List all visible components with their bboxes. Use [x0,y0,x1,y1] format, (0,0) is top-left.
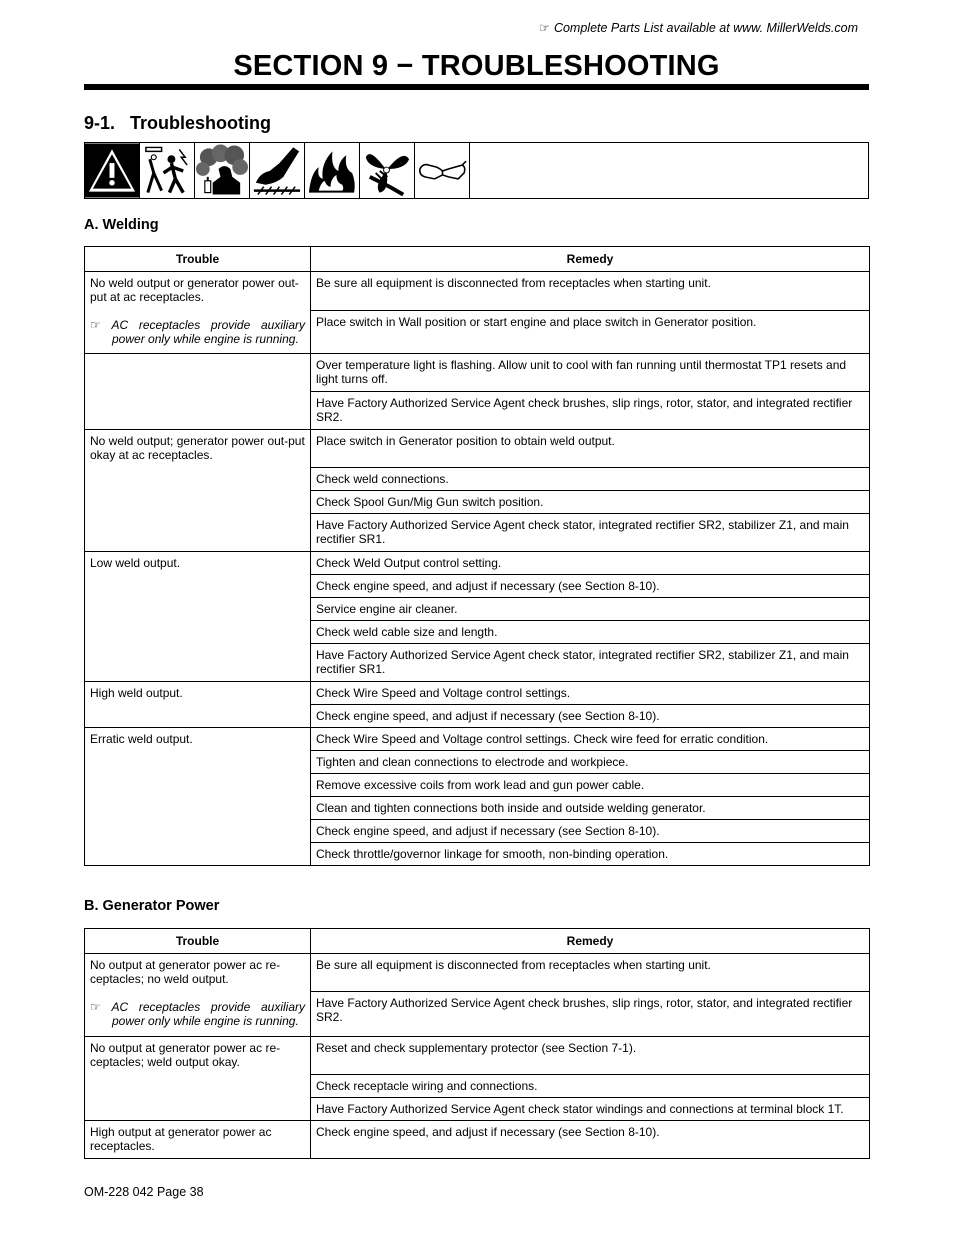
trouble-text: No output at generator power ac re-ceptacles; no weld output. [90,958,281,986]
note-text: AC receptacles provide auxiliary power only while engine is running. [111,318,305,346]
remedy-cell: Check engine speed, and adjust if necessary (see Section 8-10). [311,820,870,843]
remedy-cell: Remove excessive coils from work lead and gun power cable. [311,774,870,797]
electric-shock-icon [140,143,195,198]
remedy-cell: Check Wire Speed and Voltage control settings. [311,682,870,705]
welding-troubleshooting-table [84,246,870,866]
trouble-cell [85,954,311,1037]
eye-protection-icon [415,143,470,198]
trouble-cell [85,354,311,430]
generator-power-troubleshooting-table [84,928,870,1159]
trouble-cell: High output at generator power ac receptacles. [85,1121,311,1159]
table-row [85,272,870,311]
table-row [85,430,870,468]
table-row [85,954,870,992]
trouble-column-header: Trouble [85,929,311,954]
remedy-cell: Check weld cable size and length. [311,621,870,644]
subsection-number: 9-1. [84,113,116,133]
remedy-cell: Check Wire Speed and Voltage control settings. Check wire feed for erratic condition. [311,728,870,751]
remedy-cell: Have Factory Authorized Service Agent check stator windings and connections at terminal block 1T. [311,1098,870,1121]
subsection-name: Troubleshooting [130,113,272,133]
remedy-cell: Service engine air cleaner. [311,598,870,621]
safety-icon-strip [85,143,470,198]
section-title: SECTION 9 − TROUBLESHOOTING [233,50,720,82]
table-row [85,1037,870,1075]
trouble-cell: High weld output. [85,682,311,728]
moving-parts-fan-icon [360,143,415,198]
trouble-cell [85,272,311,354]
remedy-cell: Check weld connections. [311,468,870,491]
table-header-row [85,247,870,272]
remedy-cell: Have Factory Authorized Service Agent check brushes, slip rings, rotor, stator, and integrated rectifier SR2. [311,392,870,430]
remedy-column-header: Remedy [311,929,870,954]
warning-icon [85,143,140,198]
subsection-title [84,113,271,134]
section-rule [84,84,869,90]
generator-power-heading: B. Generator Power [84,898,220,914]
receptacle-note [90,1000,305,1028]
trouble-cell: Erratic weld output. [85,728,311,866]
remedy-cell: Have Factory Authorized Service Agent check brushes, slip rings, rotor, stator, and integrated rectifier SR2. [311,992,870,1037]
parts-list-text: Complete Parts List available at www. MillerWelds.com [553,21,858,35]
remedy-cell: Over temperature light is flashing. Allow unit to cool with fan running until thermostat TP1 resets and light turns off. [311,354,870,392]
remedy-cell: Check Spool Gun/Mig Gun switch position. [311,491,870,514]
trouble-text: No weld output or generator power out-put at ac receptacles. [90,276,299,304]
pointing-hand-icon: ☞ [90,1000,112,1014]
trouble-column-header: Trouble [85,247,311,272]
pointing-hand-icon: ☞ [538,21,550,35]
fumes-gases-icon [195,143,250,198]
remedy-cell: Be sure all equipment is disconnected from receptacles when starting unit. [311,272,870,311]
table-row [85,354,870,392]
receptacle-note [90,318,305,346]
table-header-row [85,929,870,954]
pointing-hand-icon: ☞ [90,318,112,332]
remedy-cell: Be sure all equipment is disconnected from receptacles when starting unit. [311,954,870,992]
remedy-cell: Check engine speed, and adjust if necessary (see Section 8-10). [311,575,870,598]
remedy-cell: Check engine speed, and adjust if necessary (see Section 8-10). [311,1121,870,1159]
remedy-cell: Clean and tighten connections both inside and outside welding generator. [311,797,870,820]
trouble-cell: Low weld output. [85,552,311,682]
remedy-cell: Tighten and clean connections to electrode and workpiece. [311,751,870,774]
table-row [85,1121,870,1159]
trouble-cell: No weld output; generator power out-put okay at ac receptacles. [85,430,311,552]
remedy-cell: Check throttle/governor linkage for smooth, non-binding operation. [311,843,870,866]
hot-parts-icon [250,143,305,198]
remedy-cell: Place switch in Wall position or start engine and place switch in Generator position. [311,311,870,354]
table-row [85,552,870,575]
parts-list-note [539,20,858,35]
table-row [85,682,870,705]
fire-icon [305,143,360,198]
remedy-cell: Check engine speed, and adjust if necessary (see Section 8-10). [311,705,870,728]
remedy-cell: Have Factory Authorized Service Agent check stator, integrated rectifier SR2, stabilizer Z1, and main rectifier SR1. [311,644,870,682]
trouble-cell: No output at generator power ac re-ceptacles; weld output okay. [85,1037,311,1121]
remedy-cell: Place switch in Generator position to obtain weld output. [311,430,870,468]
remedy-cell: Check receptacle wiring and connections. [311,1075,870,1098]
page-footer: OM-228 042 Page 38 [84,1185,204,1199]
remedy-column-header: Remedy [311,247,870,272]
remedy-cell: Check Weld Output control setting. [311,552,870,575]
note-text: AC receptacles provide auxiliary power only while engine is running. [111,1000,305,1028]
welding-heading: A. Welding [84,217,159,233]
remedy-cell: Have Factory Authorized Service Agent check stator, integrated rectifier SR2, stabilizer Z1, and main rectifier SR1. [311,514,870,552]
table-row [85,728,870,751]
safety-icon-box [84,142,869,199]
remedy-cell: Reset and check supplementary protector (see Section 7-1). [311,1037,870,1075]
